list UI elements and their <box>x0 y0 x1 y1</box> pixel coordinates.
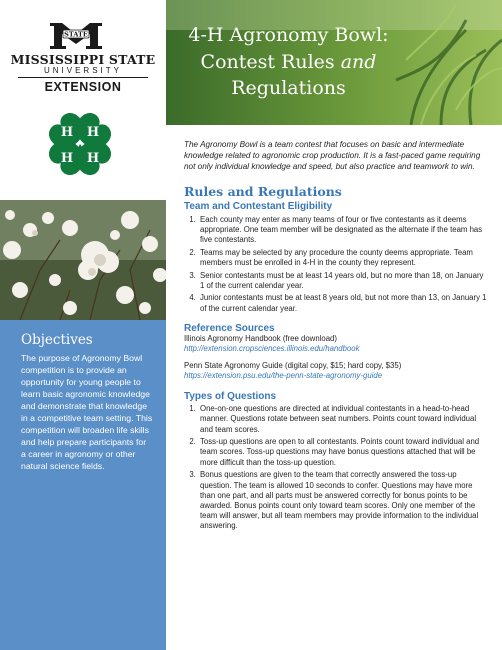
title-line-1: 4-H Agronomy Bowl: <box>188 24 389 46</box>
list-item: 3. Senior contestants must be at least 14 years old, but no more than 18, on January 1 of the current calendar year. <box>198 271 488 291</box>
sidebar <box>0 0 166 650</box>
questions-list <box>198 404 488 531</box>
reference-label: Illinois Agronomy Handbook (free download) <box>184 333 337 343</box>
clover-letter-1: H <box>60 125 74 140</box>
university-label: UNIVERSITY <box>43 66 122 75</box>
clover-letter-2: H <box>86 125 100 140</box>
objectives-title: Objectives <box>21 332 93 348</box>
reference-label: Penn State Agronomy Guide (digital copy, $15; hard copy, $35) <box>184 361 402 371</box>
list-item: 2. Toss-up questions are open to all contestants. Points count toward individual and team scores. Toss-up questions may have bonus questions attached that will be more difficult than the toss-up question. <box>198 437 488 468</box>
clover-letter-3: H <box>60 151 74 166</box>
clover-letter-4: H <box>86 151 100 166</box>
msu-m-logo-icon <box>48 22 104 50</box>
title-line-2 <box>176 49 401 76</box>
title-line-2a: Contest Rules <box>200 50 341 73</box>
reference-link[interactable]: https://extension.psu.edu/the-penn-state-agronomy-guide <box>184 371 383 381</box>
list-item: 4. Junior contestants must be at least 8 years old, but not more than 13, on January 1 of the current calendar year. <box>198 293 488 313</box>
seal-text: STATE <box>64 30 88 39</box>
questions-heading: Types of Questions <box>184 390 277 402</box>
eligibility-heading: Team and Contestant Eligibility <box>184 201 333 212</box>
logo-block <box>0 0 166 200</box>
rules-heading: Rules and Regulations <box>184 184 342 199</box>
list-item: 1. One-on-one questions are directed at individual contestants in a head-to-head manner. Questions rotate between seat numbers. Points count toward individual and team scores. <box>198 404 488 435</box>
title-line-2b: and <box>340 50 377 73</box>
list-item: 3. Bonus questions are given to the team that correctly answered the toss-up question. The team is allowed 10 seconds to confer. Questions may have more than one part, and all parts must be answered correctly for bonus points to be awarded. Bonus points count only toward team scores. Only one member of the team will answer, but all team members may provide information to the individual answering. <box>198 470 488 531</box>
list-item: 2. Teams may be selected by any procedure the county deems appropriate. Team members must be enrolled in 4-H in the county they represent. <box>198 248 488 268</box>
cotton-photo <box>0 200 166 320</box>
eligibility-list <box>198 215 488 314</box>
university-name: MISSISSIPPI STATE <box>10 52 156 67</box>
clover-trademark <box>110 182 111 186</box>
references-heading: Reference Sources <box>184 322 275 334</box>
logo-divider <box>18 77 148 78</box>
extension-label: EXTENSION <box>44 80 122 94</box>
title-line-3: Regulations <box>231 77 346 99</box>
reference-link[interactable]: http://extension.cropsciences.illinois.edu/handbook <box>184 344 360 354</box>
objectives-text: The purpose of Agronomy Bowl competition is to provide an opportunity for young people to learn basic agronomic knowledge and demonstrate that knowledge in a competitive team setting. This competition will broaden life skills and help prepare participants for a career in agronomy or other natural science fields. <box>21 353 153 471</box>
list-item: 1. Each county may enter as many teams of four or five contestants as it deems appropriate. One team member will be designated as the alternate if the team has five contestants. <box>198 215 488 246</box>
intro-paragraph: The Agronomy Bowl is a team contest that focuses on basic and intermediate knowledge related to agronomic crop production. It is a fast-paced game requiring not only individual knowledge and speed, but also practice and teamwork to win. <box>184 140 481 171</box>
main-content <box>184 139 488 532</box>
page-title <box>176 22 401 102</box>
4h-clover-icon <box>40 104 120 184</box>
